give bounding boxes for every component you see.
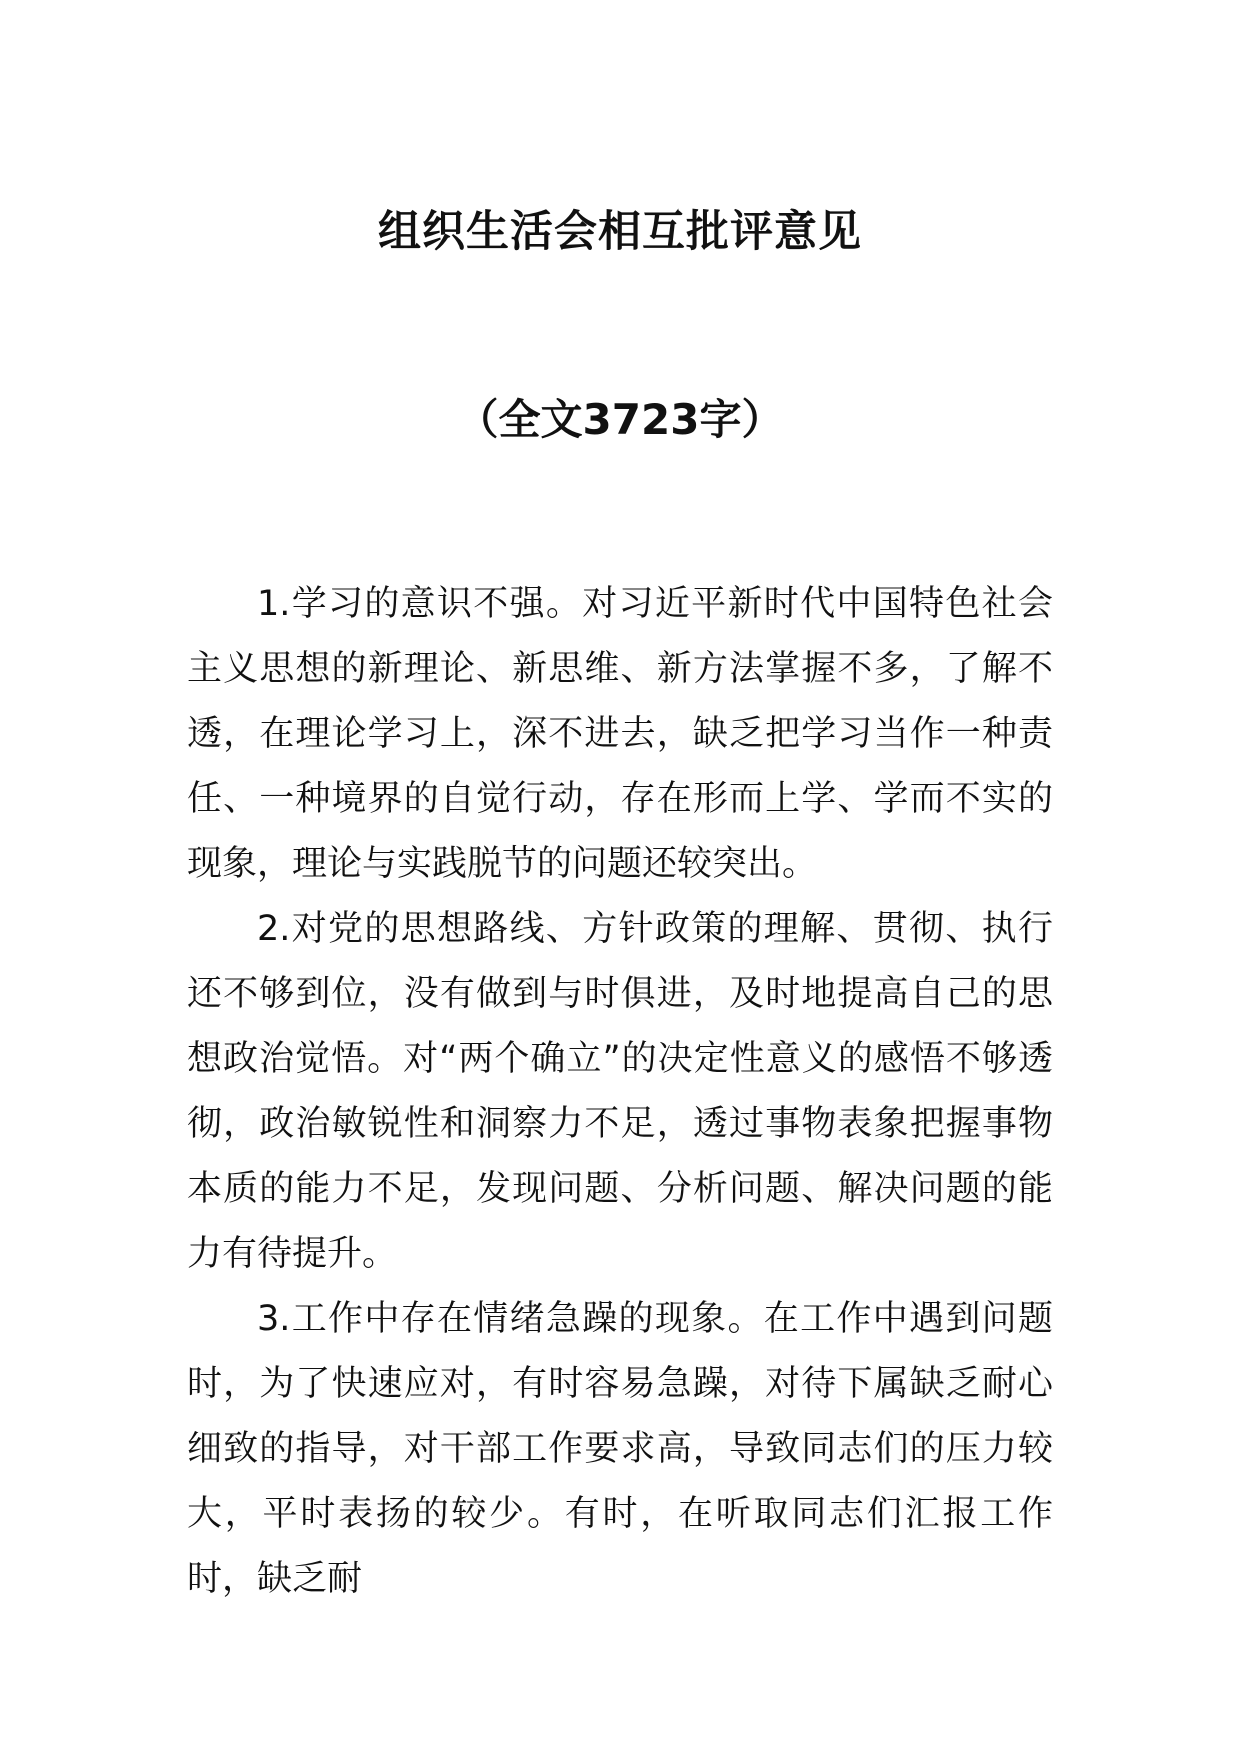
document-title: 组织生活会相互批评意见: [378, 207, 862, 257]
paragraph-2: 2.对党的思想路线、方针政策的理解、贯彻、执行还不够到位，没有做到与时俱进，及时地提高自己的思想政治觉悟。对“两个确立”的决定性意义的感悟不够透彻，政治敏锐性和洞察力不足，透过事物表象把握事物本质的能力不足，发现问题、分析问题、解决问题的能力有待提升。: [187, 909, 1053, 1274]
paragraph-3: 3.工作中存在情绪急躁的现象。在工作中遇到问题时，为了快速应对，有时容易急躁，对待下属缺乏耐心细致的指导，对干部工作要求高，导致同志们的压力较大，平时表扬的较少。有时，在听取同志们汇报工作时，缺乏耐: [187, 1299, 1053, 1599]
paragraph-1: 1.学习的意识不强。对习近平新时代中国特色社会主义思想的新理论、新思维、新方法掌握不多，了解不透，在理论学习上，深不进去，缺乏把学习当作一种责任、一种境界的自觉行动，存在形而上学、学而不实的现象，理论与实践脱节的问题还较突出。: [187, 584, 1053, 884]
document-subtitle: （全文3723字）: [456, 395, 784, 444]
document-body: [187, 572, 1053, 1612]
